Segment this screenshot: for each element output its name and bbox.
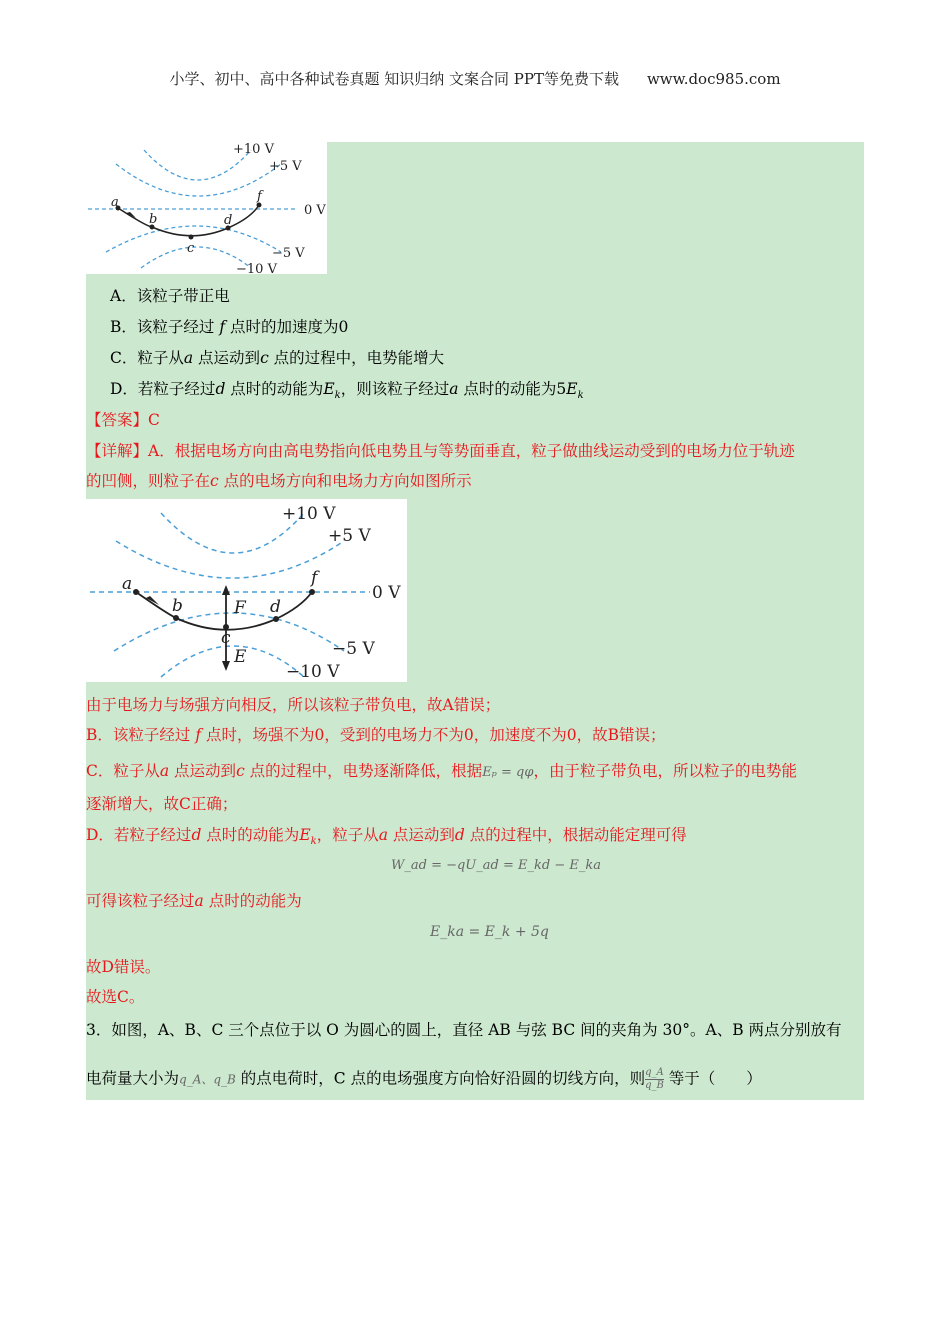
header-url[interactable]: www.doc985.com <box>646 70 781 88</box>
figure-equipotential-large <box>86 499 407 682</box>
point-d: d <box>224 213 233 228</box>
point-d-large: d <box>270 597 281 617</box>
label-plus10v-large: +10 V <box>282 504 336 524</box>
detail-c-line2: 逐渐增大，故C正确； <box>86 795 238 813</box>
detail-line1: 【详解】A．根据电场方向由高电势指向低电势且与等势面垂直，粒子做曲线运动受到的电场力位于轨迹 <box>86 442 795 460</box>
point-f: f <box>257 189 262 204</box>
detail-b: B．该粒子经过 f 点时，场强不为0，受到的电场力不为0，加速度不为0，故B错误； <box>86 726 666 744</box>
point-c: c <box>187 241 195 256</box>
label-minus10v-large: −10 V <box>286 662 340 682</box>
detail-d-line2: 可得该粒子经过a 点时的动能为 <box>86 892 302 910</box>
content-panel <box>86 142 864 1100</box>
equation-ka: E_ka = E_k + 5q <box>430 924 549 940</box>
final-answer: 故选C。 <box>86 988 145 1006</box>
charges-qa-qb: q_A、q_B <box>179 1072 236 1087</box>
option-b: B．该粒子经过 f 点时的加速度为0 <box>110 318 349 336</box>
equation-work-energy: W_ad = −qU_ad = E_kd − E_ka <box>391 858 601 873</box>
question3-line1: 3．如图，A、B、C 三个点位于以 O 为圆心的圆上，直径 AB 与弦 BC 间的夹角为 30°。A、B 两点分别放有 <box>86 1021 842 1039</box>
label-0v: 0 V <box>304 203 326 218</box>
point-b: b <box>149 212 158 227</box>
label-minus10v: −10 V <box>236 262 277 274</box>
detail-d-conclusion: 故D错误。 <box>86 958 161 976</box>
label-0v-large: 0 V <box>372 583 401 603</box>
figure-equipotential-large-svg <box>86 499 407 682</box>
question3-line2: 电荷量大小为q_A、q_B 的点电荷时，C 点的电场强度方向恰好沿圆的切线方向，则 $\frac{q\_A}{q\_B}$ 等于（ ） <box>86 1067 762 1091</box>
figure-equipotential-small <box>86 142 327 274</box>
label-minus5v: −5 V <box>272 246 305 261</box>
label-force-f: F <box>234 598 246 618</box>
page-header <box>0 68 950 89</box>
detail-a-conclusion: 由于电场力与场强方向相反，所以该粒子带负电，故A错误； <box>86 696 501 714</box>
answer: 【答案】C <box>86 411 160 429</box>
detail-d: D．若粒子经过d 点时的动能为$E_k$，粒子从a 点运动到d 点的过程中，根据动能定理可得 <box>86 826 687 848</box>
point-a-large: a <box>122 574 133 594</box>
label-field-e: E <box>234 647 247 667</box>
formula-ep: Eₚ = qφ <box>482 765 534 780</box>
header-text: 小学、初中、高中各种试卷真题 知识归纳 文案合同 PPT等免费下载 <box>169 70 619 88</box>
label-plus10v: +10 V <box>233 142 274 157</box>
point-c-large: c <box>221 628 231 648</box>
option-c: C．粒子从a 点运动到c 点的过程中，电势能增大 <box>110 349 445 367</box>
option-d: D．若粒子经过d 点时的动能为$E_k$，则该粒子经过a 点时的动能为$5E_k$ <box>110 380 584 402</box>
detail-c: C．粒子从a 点运动到c 点的过程中，电势逐渐降低，根据Eₚ = qφ，由于粒子带负电，所以粒子的电势能 <box>86 762 797 780</box>
detail-line2: 的凹侧，则粒子在c 点的电场方向和电场力方向如图所示 <box>86 472 472 490</box>
point-a: a <box>111 195 119 210</box>
ratio-fraction: $\frac{q\_A}{q\_B}$ <box>645 1067 664 1091</box>
point-b-large: b <box>172 596 183 616</box>
label-minus5v-large: −5 V <box>332 639 375 659</box>
label-plus5v-large: +5 V <box>328 526 371 546</box>
option-a: A．该粒子带正电 <box>110 287 230 305</box>
label-plus5v: +5 V <box>269 159 302 174</box>
point-f-large: f <box>311 568 318 588</box>
figure-equipotential-small-svg <box>86 142 327 274</box>
